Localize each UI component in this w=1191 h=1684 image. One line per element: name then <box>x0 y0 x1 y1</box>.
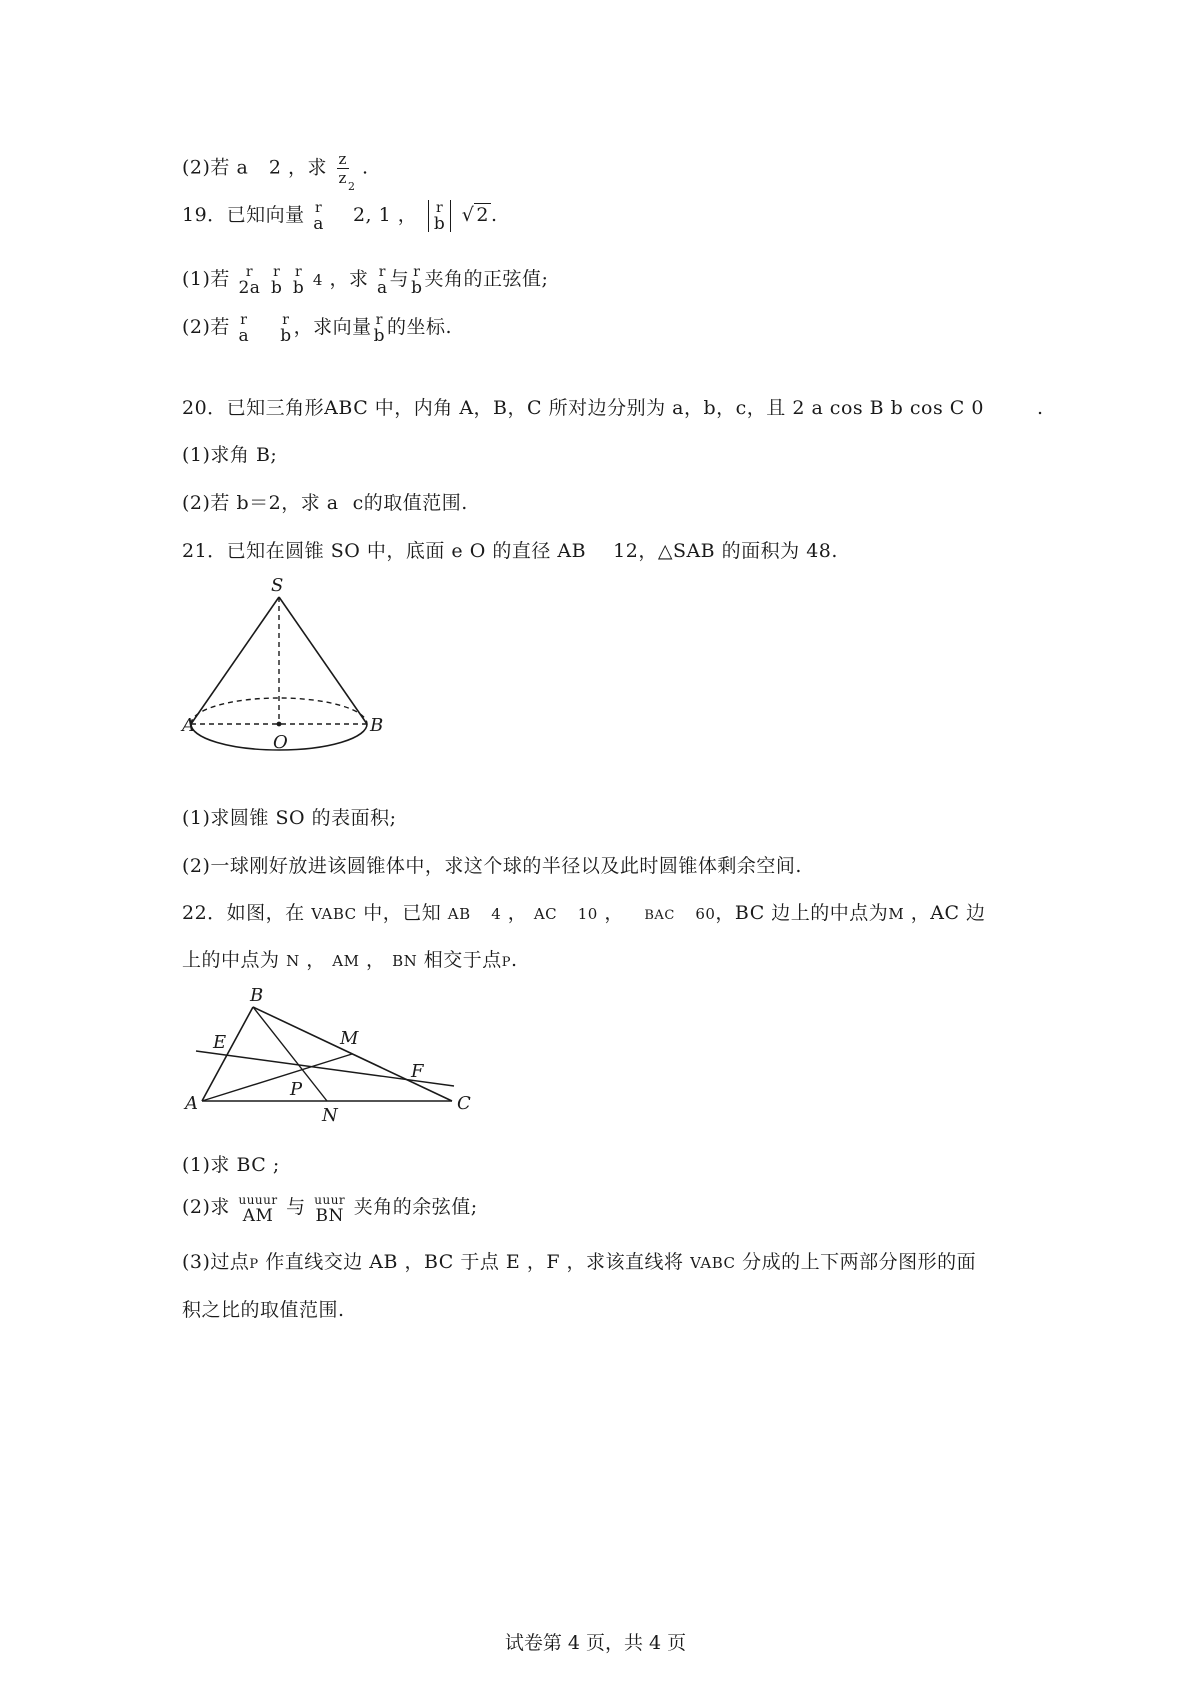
cone-figure <box>180 575 384 775</box>
label-P: P <box>290 1079 303 1100</box>
label-B: B <box>250 985 264 1006</box>
vector-a: r a <box>313 200 324 234</box>
sqrt-expression: √ 2 <box>461 204 489 226</box>
q19-part2: (2)若 r a r b ，求向量 r b 的坐标. <box>182 312 453 346</box>
q21-part2: (2)一球刚好放进该圆锥体中，求这个球的半径以及此时圆锥体剩余空间. <box>182 855 802 877</box>
z-fraction: $\frac{z}{z}$ <box>338 150 347 187</box>
label-B: B <box>370 715 384 736</box>
q22-part1: (1)求 BC ; <box>182 1154 280 1176</box>
q22-statement-line1: 22．如图，在 VABC 中，已知 AB 4 ， AC 10 ， BAC 60，BC 边上的中点为M ，AC 边 <box>182 902 986 924</box>
q19-statement: 19．已知向量 r a 2, 1 ， r b √ 2 . <box>182 200 498 234</box>
label-M: M <box>340 1028 359 1049</box>
label-F: F <box>411 1061 424 1082</box>
label-A: A <box>182 715 195 736</box>
q19-part1: (1)若 r 2a r b r b 4 ，求 r a 与 r b 夹角的正弦值; <box>182 264 549 298</box>
q18-part2: (2)若 a 2 ，求 $\frac{z}{z}$ $_2$ . <box>182 150 369 193</box>
label-C: C <box>457 1093 471 1114</box>
label-S: S <box>271 575 284 596</box>
label-O: O <box>273 732 288 753</box>
q22-statement-line2: 上的中点为 N ， AM ， BN 相交于点P. <box>182 949 518 971</box>
vector-b-magnitude: r b <box>428 200 451 232</box>
q20-part1: (1)求角 B; <box>182 444 278 466</box>
q22-part2: (2)求 uuuur AM 与 uuur BN 夹角的余弦值; <box>182 1193 478 1226</box>
q20-formula: 2 a cos B b cos C 0 <box>792 397 984 419</box>
label-N: N <box>322 1105 338 1126</box>
q22-part3-line2: 积之比的取值范围. <box>182 1299 345 1321</box>
label-E: E <box>213 1032 227 1053</box>
label-A: A <box>185 1093 198 1114</box>
q20-statement: 20．已知三角形ABC 中，内角 A，B，C 所对边分别为 a，b，c，且 2 a cos B b cos C 0 . <box>182 397 1044 419</box>
page-footer: 试卷第 4 页，共 4 页 <box>504 1632 687 1654</box>
q21-part1: (1)求圆锥 SO 的表面积; <box>182 807 397 829</box>
q22-part3-line1: (3)过点P 作直线交边 AB ，BC 于点 E ，F ，求该直线将 VABC 分成的上下两部分图形的面 <box>182 1251 977 1273</box>
triangle-figure <box>180 985 480 1125</box>
q20-part2: (2)若 b＝2，求 a c的取值范围. <box>182 492 468 514</box>
q21-statement: 21．已知在圆锥 SO 中，底面 e O 的直径 AB 12，△SAB 的面积为 48. <box>182 540 838 562</box>
